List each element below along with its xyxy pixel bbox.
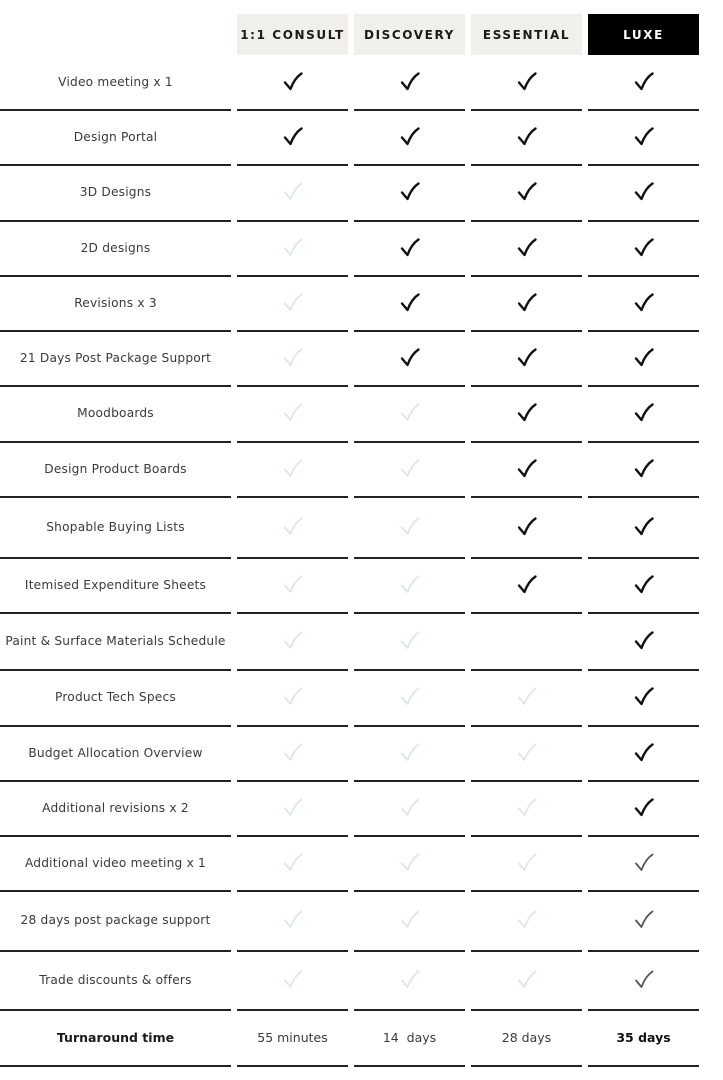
check-faded-icon xyxy=(282,574,304,596)
turnaround-label: Turnaround time xyxy=(56,1029,175,1045)
check-icon xyxy=(633,909,655,931)
feature-cell-1-1-consult xyxy=(237,558,348,611)
feature-cell-essential xyxy=(471,442,582,495)
check-faded-icon xyxy=(399,458,421,480)
feature-cell-essential xyxy=(471,331,582,384)
feature-cell-essential xyxy=(471,891,582,949)
check-icon xyxy=(282,126,304,148)
feature-cell-1-1-consult xyxy=(237,951,348,1008)
feature-cell-luxe xyxy=(588,497,699,556)
feature-cell-discovery xyxy=(354,221,465,274)
feature-label: Trade discounts & offers xyxy=(39,972,192,987)
feature-label: Paint & Surface Materials Schedule xyxy=(5,633,226,648)
check-faded-icon xyxy=(399,742,421,764)
check-icon xyxy=(633,742,655,764)
feature-cell-essential xyxy=(471,726,582,779)
feature-cell-luxe xyxy=(588,670,699,724)
check-icon xyxy=(633,630,655,652)
row-divider xyxy=(237,1065,348,1067)
check-icon xyxy=(516,574,538,596)
check-icon xyxy=(516,237,538,259)
feature-cell-luxe xyxy=(588,276,699,329)
feature-cell-discovery xyxy=(354,386,465,440)
feature-label: Product Tech Specs xyxy=(55,690,176,704)
check-faded-icon xyxy=(516,742,538,764)
check-icon xyxy=(516,516,538,538)
row-divider xyxy=(0,1065,231,1067)
check-faded-icon xyxy=(282,181,304,203)
feature-cell-1-1-consult xyxy=(237,276,348,329)
check-faded-icon xyxy=(399,516,421,538)
feature-label: Additional video meeting x 1 xyxy=(24,855,207,870)
check-faded-icon xyxy=(282,347,304,369)
check-faded-icon xyxy=(516,969,538,991)
check-icon xyxy=(633,686,655,708)
feature-cell-luxe xyxy=(588,165,699,219)
turnaround-value: 28 days xyxy=(501,1029,552,1045)
feature-label: Budget Allocation Overview xyxy=(28,745,203,760)
check-faded-icon xyxy=(516,797,538,819)
feature-cell-essential xyxy=(471,221,582,274)
feature-cell-discovery xyxy=(354,836,465,889)
feature-cell-luxe xyxy=(588,331,699,384)
check-icon xyxy=(516,292,538,314)
check-faded-icon xyxy=(399,969,421,991)
feature-cell-discovery xyxy=(354,497,465,556)
column-header-discovery: DISCOVERY xyxy=(354,14,465,55)
turnaround-value: 55 minutes xyxy=(257,1029,328,1045)
feature-cell-luxe xyxy=(588,613,699,668)
feature-label: Moodboards xyxy=(77,406,154,420)
feature-cell-luxe xyxy=(588,386,699,440)
check-faded-icon xyxy=(399,402,421,424)
feature-cell-1-1-consult xyxy=(237,497,348,556)
check-faded-icon xyxy=(282,686,304,708)
feature-cell-discovery xyxy=(354,670,465,724)
check-faded-icon xyxy=(399,797,421,819)
feature-cell-essential xyxy=(471,165,582,219)
feature-cell-discovery xyxy=(354,55,465,108)
feature-cell-essential xyxy=(471,951,582,1008)
check-icon xyxy=(633,458,655,480)
feature-cell-essential xyxy=(471,110,582,163)
feature-cell-1-1-consult xyxy=(237,726,348,779)
check-icon xyxy=(633,292,655,314)
check-icon xyxy=(399,292,421,314)
feature-cell-1-1-consult xyxy=(237,55,348,108)
feature-label: Design Product Boards xyxy=(44,461,187,476)
feature-cell-essential xyxy=(471,836,582,889)
feature-label: 21 Days Post Package Support xyxy=(19,350,212,365)
feature-cell-essential xyxy=(471,276,582,329)
feature-cell-1-1-consult xyxy=(237,613,348,668)
check-faded-icon xyxy=(516,686,538,708)
check-faded-icon xyxy=(282,516,304,538)
feature-cell-essential xyxy=(471,386,582,440)
turnaround-value: 14 days xyxy=(382,1029,437,1045)
feature-cell-luxe xyxy=(588,836,699,889)
feature-cell-luxe xyxy=(588,55,699,108)
check-icon xyxy=(633,181,655,203)
turnaround-value: 35 days xyxy=(616,1029,671,1045)
check-icon xyxy=(516,71,538,93)
column-header-luxe: LUXE xyxy=(588,14,699,55)
check-icon xyxy=(282,71,304,93)
feature-label: 3D Designs xyxy=(79,185,152,199)
feature-cell-1-1-consult xyxy=(237,442,348,495)
feature-cell-essential xyxy=(471,613,582,668)
feature-cell-1-1-consult xyxy=(237,110,348,163)
feature-cell-discovery xyxy=(354,331,465,384)
check-faded-icon xyxy=(282,630,304,652)
check-icon xyxy=(399,181,421,203)
check-icon xyxy=(633,797,655,819)
check-faded-icon xyxy=(282,797,304,819)
check-icon xyxy=(633,237,655,259)
feature-label: 28 days post package support xyxy=(20,913,211,927)
check-icon xyxy=(399,237,421,259)
feature-label: Video meeting x 1 xyxy=(58,74,173,89)
check-icon xyxy=(633,402,655,424)
check-faded-icon xyxy=(282,742,304,764)
check-icon xyxy=(516,402,538,424)
feature-cell-1-1-consult xyxy=(237,386,348,440)
check-icon xyxy=(633,71,655,93)
feature-cell-1-1-consult xyxy=(237,836,348,889)
check-faded-icon xyxy=(516,909,538,931)
check-faded-icon xyxy=(516,852,538,874)
check-icon xyxy=(516,458,538,480)
feature-cell-1-1-consult xyxy=(237,891,348,949)
feature-cell-essential xyxy=(471,55,582,108)
feature-cell-discovery xyxy=(354,726,465,779)
feature-cell-essential xyxy=(471,558,582,611)
feature-cell-1-1-consult xyxy=(237,781,348,834)
check-faded-icon xyxy=(282,969,304,991)
feature-cell-luxe xyxy=(588,951,699,1008)
check-faded-icon xyxy=(282,852,304,874)
feature-cell-discovery xyxy=(354,276,465,329)
feature-label: Design Portal xyxy=(73,129,158,144)
feature-cell-discovery xyxy=(354,442,465,495)
check-faded-icon xyxy=(399,574,421,596)
row-divider xyxy=(354,1065,465,1067)
feature-cell-essential xyxy=(471,670,582,724)
feature-cell-discovery xyxy=(354,165,465,219)
feature-cell-discovery xyxy=(354,781,465,834)
check-faded-icon xyxy=(282,909,304,931)
feature-cell-discovery xyxy=(354,891,465,949)
feature-label: Itemised Expenditure Sheets xyxy=(24,577,207,592)
check-faded-icon xyxy=(399,686,421,708)
feature-label: Shopable Buying Lists xyxy=(46,519,185,534)
check-icon xyxy=(399,347,421,369)
feature-cell-luxe xyxy=(588,110,699,163)
check-faded-icon xyxy=(282,292,304,314)
check-icon xyxy=(516,181,538,203)
check-faded-icon xyxy=(282,402,304,424)
check-icon xyxy=(399,71,421,93)
feature-cell-luxe xyxy=(588,558,699,611)
feature-cell-luxe xyxy=(588,221,699,274)
check-icon xyxy=(633,516,655,538)
feature-cell-discovery xyxy=(354,558,465,611)
check-icon xyxy=(633,574,655,596)
feature-cell-essential xyxy=(471,781,582,834)
feature-cell-1-1-consult xyxy=(237,331,348,384)
check-icon xyxy=(633,347,655,369)
check-faded-icon xyxy=(399,852,421,874)
feature-cell-discovery xyxy=(354,613,465,668)
check-icon xyxy=(633,969,655,991)
check-icon xyxy=(399,126,421,148)
feature-cell-1-1-consult xyxy=(237,165,348,219)
feature-cell-luxe xyxy=(588,442,699,495)
feature-cell-luxe xyxy=(588,726,699,779)
check-faded-icon xyxy=(399,630,421,652)
row-divider xyxy=(471,1065,582,1067)
column-header-1-1-consult: 1:1 CONSULT xyxy=(237,14,348,55)
feature-cell-discovery xyxy=(354,951,465,1008)
feature-cell-luxe xyxy=(588,891,699,949)
feature-cell-essential xyxy=(471,497,582,556)
feature-cell-1-1-consult xyxy=(237,670,348,724)
feature-cell-luxe xyxy=(588,781,699,834)
row-divider xyxy=(588,1065,699,1067)
feature-label: Additional revisions x 2 xyxy=(42,800,189,815)
column-header-essential: ESSENTIAL xyxy=(471,14,582,55)
check-icon xyxy=(633,126,655,148)
check-icon xyxy=(516,126,538,148)
feature-cell-1-1-consult xyxy=(237,221,348,274)
check-faded-icon xyxy=(399,909,421,931)
check-icon xyxy=(516,347,538,369)
check-icon xyxy=(633,852,655,874)
check-faded-icon xyxy=(282,458,304,480)
feature-label: 2D designs xyxy=(80,240,151,255)
check-faded-icon xyxy=(282,237,304,259)
feature-cell-discovery xyxy=(354,110,465,163)
feature-label: Revisions x 3 xyxy=(74,295,157,310)
